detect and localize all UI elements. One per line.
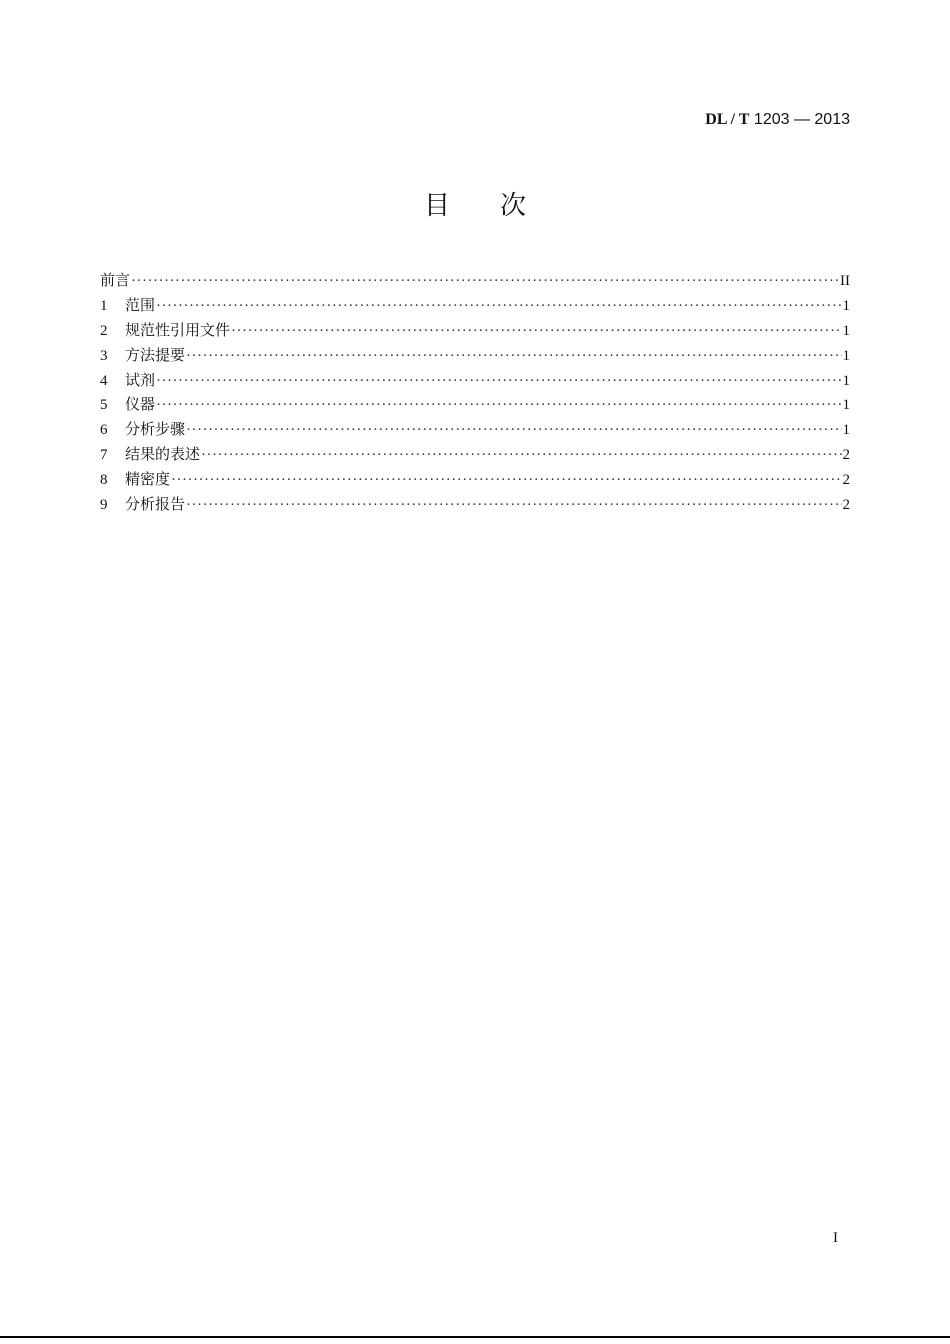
toc-leader-dots [231,319,841,344]
toc-leader-dots [186,493,841,518]
toc-entry-6[interactable] [100,417,850,442]
toc-entry-7[interactable] [100,442,850,467]
toc-entry-page: 1 [842,347,850,364]
toc-entry-number: 7 [100,447,108,464]
toc-leader-dots [156,369,841,394]
toc-leader-dots [156,294,841,319]
toc-entry-number: 9 [100,497,108,514]
toc-entry-page: II [840,273,850,289]
standard-code [705,110,850,130]
toc-entry-1[interactable] [100,293,850,318]
toc-entry-label: 分析报告 [125,495,186,514]
toc-leader-dots [186,344,841,369]
page-number: I [833,1230,838,1246]
toc-entry-page: 1 [842,372,850,389]
standard-prefix: DL / T [705,111,750,128]
bottom-divider [0,1336,950,1338]
toc-entry-label: 方法提要 [125,345,186,364]
toc-entry-label: 仪器 [125,395,156,414]
toc-entry-page: 1 [842,322,850,339]
toc-entry-8[interactable] [100,467,850,492]
toc-entry-page: 1 [842,422,850,439]
toc-leader-dots [171,468,841,493]
toc-entry-page: 1 [842,397,850,414]
toc-entry-3[interactable] [100,343,850,368]
toc-entry-number: 1 [100,297,108,314]
toc-entry-label: 结果的表述 [125,445,201,464]
toc-entry-label: 分析步骤 [125,420,186,439]
toc-entry-label: 规范性引用文件 [125,320,231,339]
toc-entry-4[interactable] [100,368,850,393]
toc-entry-foreword[interactable] [100,268,850,293]
toc-entry-number: 2 [100,322,108,339]
toc-leader-dots [186,418,841,443]
standard-number: 1203 — 2013 [749,111,850,128]
toc-entry-page: 2 [842,497,850,514]
toc-entry-label: 试剂 [125,370,156,389]
toc-entry-page: 2 [842,447,850,464]
toc-entry-2[interactable] [100,318,850,343]
toc-entry-label: 范围 [125,295,156,314]
table-of-contents [100,268,850,517]
toc-entry-number: 5 [100,397,108,414]
toc-leader-dots [201,443,841,468]
toc-entry-number: 8 [100,472,108,489]
toc-entry-number: 3 [100,347,108,364]
toc-entry-page: 2 [842,472,850,489]
page-title: 目次 [423,191,576,221]
toc-leader-dots [156,393,841,418]
toc-entry-label: 精密度 [125,470,171,489]
toc-entry-5[interactable] [100,392,850,417]
toc-leader-dots [131,269,839,294]
toc-entry-number: 4 [100,372,108,389]
toc-entry-9[interactable] [100,492,850,517]
toc-entry-number: 6 [100,422,108,439]
toc-entry-label: 前言 [100,271,131,289]
toc-entry-page: 1 [842,297,850,314]
